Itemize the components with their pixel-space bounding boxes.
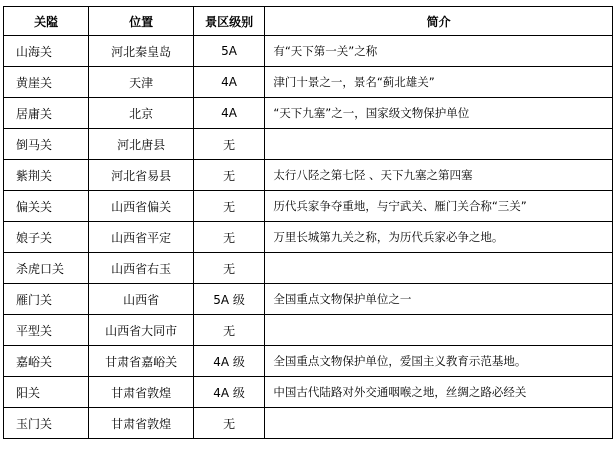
cell-level: 5A xyxy=(193,36,265,67)
header-intro: 简介 xyxy=(265,7,613,36)
cell-intro: 有“天下第一关”之称 xyxy=(265,36,613,67)
cell-location: 河北省易县 xyxy=(89,160,194,191)
cell-level: 4A xyxy=(193,98,265,129)
cell-level: 4A 级 xyxy=(193,346,265,377)
cell-intro xyxy=(265,129,613,160)
cell-level: 无 xyxy=(193,222,265,253)
cell-pass: 倒马关 xyxy=(4,129,89,160)
cell-pass: 雁门关 xyxy=(4,284,89,315)
cell-location: 山西省偏关 xyxy=(89,191,194,222)
cell-location: 天津 xyxy=(89,67,194,98)
cell-level: 无 xyxy=(193,129,265,160)
cell-pass: 居庸关 xyxy=(4,98,89,129)
table-row xyxy=(4,160,613,191)
table-row xyxy=(4,67,613,98)
cell-level: 4A xyxy=(193,67,265,98)
cell-pass: 杀虎口关 xyxy=(4,253,89,284)
cell-pass: 黄崖关 xyxy=(4,67,89,98)
cell-intro xyxy=(265,253,613,284)
cell-location: 河北秦皇岛 xyxy=(89,36,194,67)
cell-location: 河北唐县 xyxy=(89,129,194,160)
table-row xyxy=(4,284,613,315)
cell-pass: 山海关 xyxy=(4,36,89,67)
cell-location: 甘肃省敦煌 xyxy=(89,377,194,408)
cell-intro: 津门十景之一，景名“蓟北雄关” xyxy=(265,67,613,98)
table-row xyxy=(4,98,613,129)
cell-intro: 中国古代陆路对外交通咽喉之地，丝绸之路必经关 xyxy=(265,377,613,408)
cell-level: 无 xyxy=(193,160,265,191)
cell-location: 甘肃省敦煌 xyxy=(89,408,194,439)
cell-level: 4A 级 xyxy=(193,377,265,408)
table-row xyxy=(4,377,613,408)
cell-pass: 阳关 xyxy=(4,377,89,408)
cell-intro: 万里长城第九关之称，为历代兵家必争之地。 xyxy=(265,222,613,253)
cell-location: 山西省大同市 xyxy=(89,315,194,346)
cell-intro: 全国重点文物保护单位之一 xyxy=(265,284,613,315)
table-row xyxy=(4,408,613,439)
cell-pass: 嘉峪关 xyxy=(4,346,89,377)
cell-location: 山西省右玉 xyxy=(89,253,194,284)
cell-location: 山西省平定 xyxy=(89,222,194,253)
cell-intro: 全国重点文物保护单位，爱国主义教育示范基地。 xyxy=(265,346,613,377)
cell-intro xyxy=(265,408,613,439)
cell-level: 5A 级 xyxy=(193,284,265,315)
cell-level: 无 xyxy=(193,408,265,439)
passes-table xyxy=(3,6,613,439)
cell-pass: 娘子关 xyxy=(4,222,89,253)
cell-location: 山西省 xyxy=(89,284,194,315)
cell-intro: “天下九塞”之一，国家级文物保护单位 xyxy=(265,98,613,129)
cell-pass: 偏关关 xyxy=(4,191,89,222)
header-level: 景区级别 xyxy=(193,7,265,36)
table-row xyxy=(4,222,613,253)
table-row xyxy=(4,191,613,222)
cell-level: 无 xyxy=(193,191,265,222)
cell-intro xyxy=(265,315,613,346)
table-row xyxy=(4,253,613,284)
table-row xyxy=(4,315,613,346)
header-row xyxy=(4,7,613,36)
cell-pass: 平型关 xyxy=(4,315,89,346)
cell-location: 甘肃省嘉峪关 xyxy=(89,346,194,377)
table-row xyxy=(4,346,613,377)
header-location: 位置 xyxy=(89,7,194,36)
cell-pass: 紫荆关 xyxy=(4,160,89,191)
table-row xyxy=(4,129,613,160)
cell-level: 无 xyxy=(193,315,265,346)
header-pass: 关隘 xyxy=(4,7,89,36)
cell-location: 北京 xyxy=(89,98,194,129)
cell-intro: 太行八陉之第七陉 、天下九塞之第四塞 xyxy=(265,160,613,191)
cell-level: 无 xyxy=(193,253,265,284)
cell-pass: 玉门关 xyxy=(4,408,89,439)
cell-intro: 历代兵家争夺重地，与宁武关、雁门关合称“三关” xyxy=(265,191,613,222)
table-row xyxy=(4,36,613,67)
